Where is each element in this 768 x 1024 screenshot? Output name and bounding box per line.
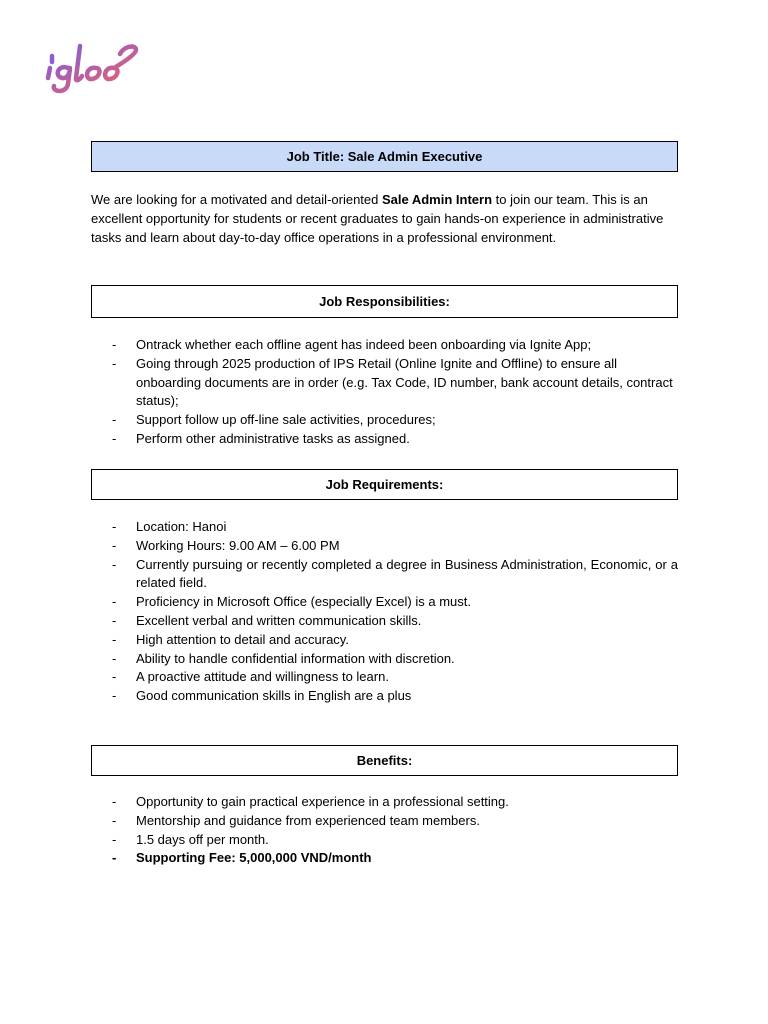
list-item: - Ability to handle confidential information with discretion.: [91, 650, 678, 669]
benefits-heading: Benefits:: [356, 753, 413, 768]
requirements-list: [91, 518, 678, 706]
intro-text-after: to join our team. This is an excellent opportunity for students or recent graduates to gain hands-on experience in administrative tasks and learn about day-to-day office operations in a professional environment.: [91, 192, 664, 245]
job-title: Job Title: Sale Admin Executive: [286, 149, 483, 164]
list-item: - Currently pursuing or recently completed a degree in Business Administration, Economic, or a related field.: [91, 556, 678, 594]
responsibilities-heading-box: [91, 285, 678, 318]
list-item: - Location: Hanoi: [91, 518, 678, 537]
list-item: - Good communication skills in English are a plus: [91, 687, 678, 706]
list-item: - Mentorship and guidance from experienced team members.: [91, 812, 678, 831]
responsibilities-list: [91, 336, 678, 449]
benefits-list: [91, 793, 678, 868]
requirements-heading: Job Requirements:: [325, 477, 444, 492]
igloo-logo: [40, 32, 144, 96]
list-item: - Ontrack whether each offline agent has indeed been onboarding via Ignite App;: [91, 336, 678, 355]
list-item: - Opportunity to gain practical experience in a professional setting.: [91, 793, 678, 812]
list-item: - High attention to detail and accuracy.: [91, 631, 678, 650]
requirements-heading-box: [91, 469, 678, 500]
list-item: - Going through 2025 production of IPS Retail (Online Ignite and Offline) to ensure all onboarding documents are in order (e.g. Tax Code, ID number, bank account details, contract status);: [91, 355, 678, 411]
supporting-fee-item: - Supporting Fee: 5,000,000 VND/month: [91, 849, 678, 868]
benefits-heading-box: [91, 745, 678, 776]
intro-paragraph: [91, 190, 681, 247]
intro-role-name: Sale Admin Intern: [381, 192, 493, 207]
list-item: - Working Hours: 9.00 AM – 6.00 PM: [91, 537, 678, 556]
list-item: - 1.5 days off per month.: [91, 831, 678, 850]
intro-text-before: We are looking for a motivated and detail-oriented: [91, 192, 382, 207]
list-item: - Excellent verbal and written communication skills.: [91, 612, 678, 631]
job-title-box: [91, 141, 678, 172]
igloo-logo-mark: [40, 32, 144, 96]
list-item: - Perform other administrative tasks as assigned.: [91, 430, 678, 449]
list-item: - A proactive attitude and willingness to learn.: [91, 668, 678, 687]
list-item: - Proficiency in Microsoft Office (especially Excel) is a must.: [91, 593, 678, 612]
list-item: - Support follow up off-line sale activities, procedures;: [91, 411, 678, 430]
responsibilities-heading: Job Responsibilities:: [319, 294, 450, 309]
